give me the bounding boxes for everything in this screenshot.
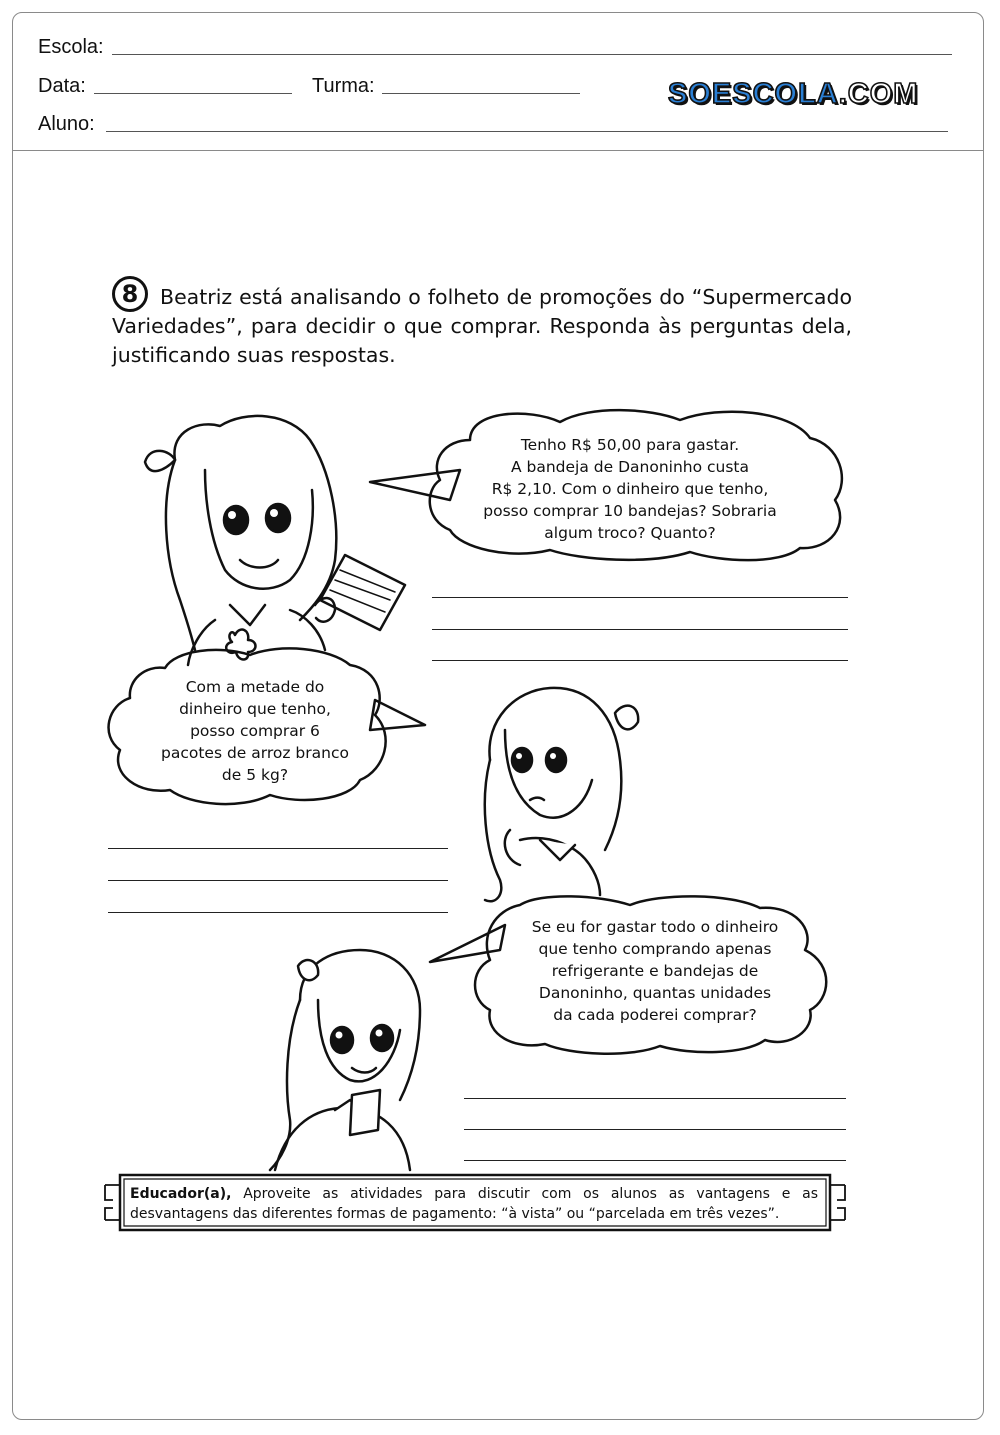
answer-line: [432, 660, 848, 661]
site-logo: SOESCOLA.COM: [668, 78, 919, 110]
girl-illustration-2: [485, 688, 638, 901]
answer-line: [464, 1098, 846, 1099]
speech-bubble-3-text: Se eu for gastar todo o dinheiro que tenho comprando apenas refrigerante e bandejas de Danoninho, quantas unidades da cada poderei comprar?: [531, 918, 779, 1024]
class-label: Turma:: [312, 75, 375, 97]
speech-bubble-2-text: Com a metade do dinheiro que tenho, posso comprar 6 pacotes de arroz branco de 5 kg?: [161, 678, 349, 784]
student-label: Aluno:: [38, 113, 95, 135]
speech-bubble-1-text: Tenho R$ 50,00 para gastar. A bandeja de Danoninho custa R$ 2,10. Com o dinheiro que tenho, posso comprar 10 bandejas? Sobraria algum troco? Quanto?: [483, 436, 777, 542]
girl-illustration-1: [145, 416, 405, 665]
question-number-badge: 8: [112, 276, 148, 312]
educator-note-title: Educador(a),: [130, 1186, 232, 1202]
question-text: Beatriz está analisando o folheto de promoções do “Supermercado Variedades”, para decidir o que comprar. Responda às perguntas dela, justificando suas respostas.: [112, 285, 852, 367]
answer-line: [464, 1160, 846, 1161]
educator-note-body: Aproveite as atividades para discutir com os alunos as vantagens e as desvantagens das diferentes formas de pagamento: “à vista” ou “parcelada em três vezes”.: [130, 1186, 818, 1222]
answer-line: [108, 880, 448, 881]
answer-line: [432, 597, 848, 598]
school-label: Escola:: [38, 36, 104, 58]
answer-line: [108, 912, 448, 913]
date-label: Data:: [38, 75, 86, 97]
girl-illustration-3: [270, 950, 420, 1170]
answer-line: [432, 629, 848, 630]
answer-line: [464, 1129, 846, 1130]
answer-line: [108, 848, 448, 849]
educator-note: [130, 1184, 818, 1224]
